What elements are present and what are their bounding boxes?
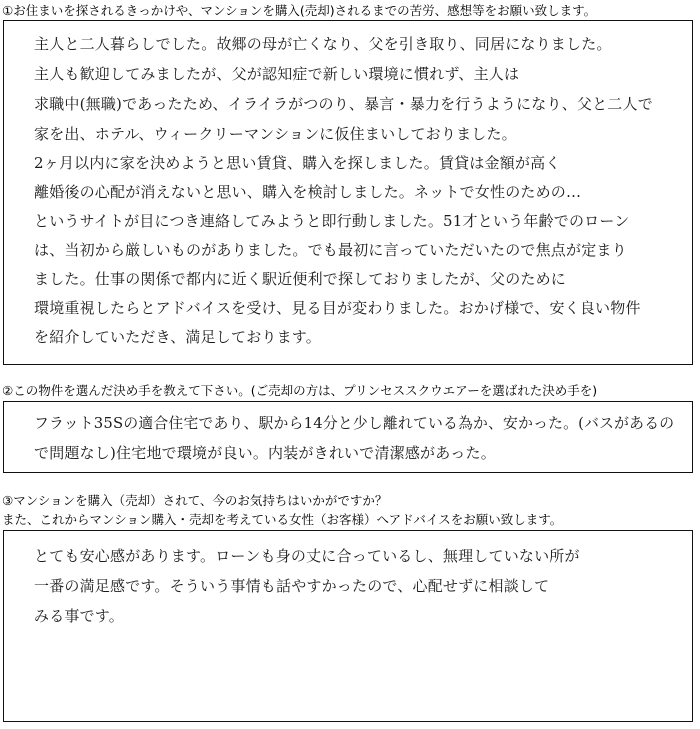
answer-3-line: とても安心感があります。ローンも身の丈に合っているし、無理していない所が — [34, 547, 580, 565]
answer-1-line: 主人も歓迎してみましたが、父が認知症で新しい環境に慣れず、主人は — [34, 65, 520, 83]
question-3: ③マンションを購入（売却）されて、今のお気持ちはいかがですか？ — [2, 493, 388, 508]
answer-box-1 — [3, 20, 693, 365]
answer-3-line: 一番の満足感です。そういう事情も話やすかったので、心配せずに相談して — [34, 577, 550, 595]
answer-1-line: 2ヶ月以内に家を決めようと思い賃貸、購入を探しました。賃貸は金額が高く — [34, 154, 561, 172]
answer-1-line: というサイトが目につき連絡してみようと即行動しました。51才という年齢でのローン — [34, 212, 630, 230]
answer-3-line: みる事です。 — [34, 607, 125, 625]
question-3-subtitle: また、これからマンション購入・売却を考えている女性（お客様）へアドバイスをお願い致します。 — [2, 512, 563, 527]
answer-1-line: 離婚後の心配が消えないと思い、購入を検討しました。ネットで女性のための… — [34, 183, 582, 201]
answer-2-line: で問題なし)住宅地で環境が良い。内装がきれいで清潔感があった。 — [34, 444, 496, 462]
answer-1-line: を紹介していただき、満足しております。 — [34, 328, 322, 346]
answer-2-line: フラット35Sの適合住宅であり、駅から14分と少し離れている為か、安かった。(バスがあるの — [34, 414, 675, 432]
answer-1-line: 主人と二人暮らしでした。故郷の母が亡くなり、父を引き取り、同居になりました。 — [34, 35, 612, 53]
answer-box-3 — [3, 530, 693, 722]
answer-1-line: ました。仕事の関係で都内に近く駅近便利で探しておりましたが、父のために — [34, 270, 567, 288]
question-1: ①お住まいを探されるきっかけや、マンションを購入(売却)されるまでの苦労、感想等をお願い致します。 — [2, 3, 597, 18]
answer-1-line: 求職中(無職)であったため、イライラがつのり、暴言・暴力を行うようになり、父と二人で — [34, 95, 653, 113]
question-2: ②この物件を選んだ決め手を教えて下さい。(ご売却の方は、プリンセススクウエアーを選ばれた決め手を) — [2, 383, 598, 398]
answer-1-line: 環境重視したらとアドバイスを受け、見る目が変わりました。おかげ様で、安く良い物件 — [34, 299, 641, 317]
answer-box-2 — [3, 401, 693, 473]
answer-1-line: は、当初から厳しいものがありました。でも最初に言っていただいたので焦点が定まり — [34, 241, 627, 259]
answer-1-line: 家を出、ホテル、ウィークリーマンションに仮住まいしておりました。 — [34, 125, 517, 143]
